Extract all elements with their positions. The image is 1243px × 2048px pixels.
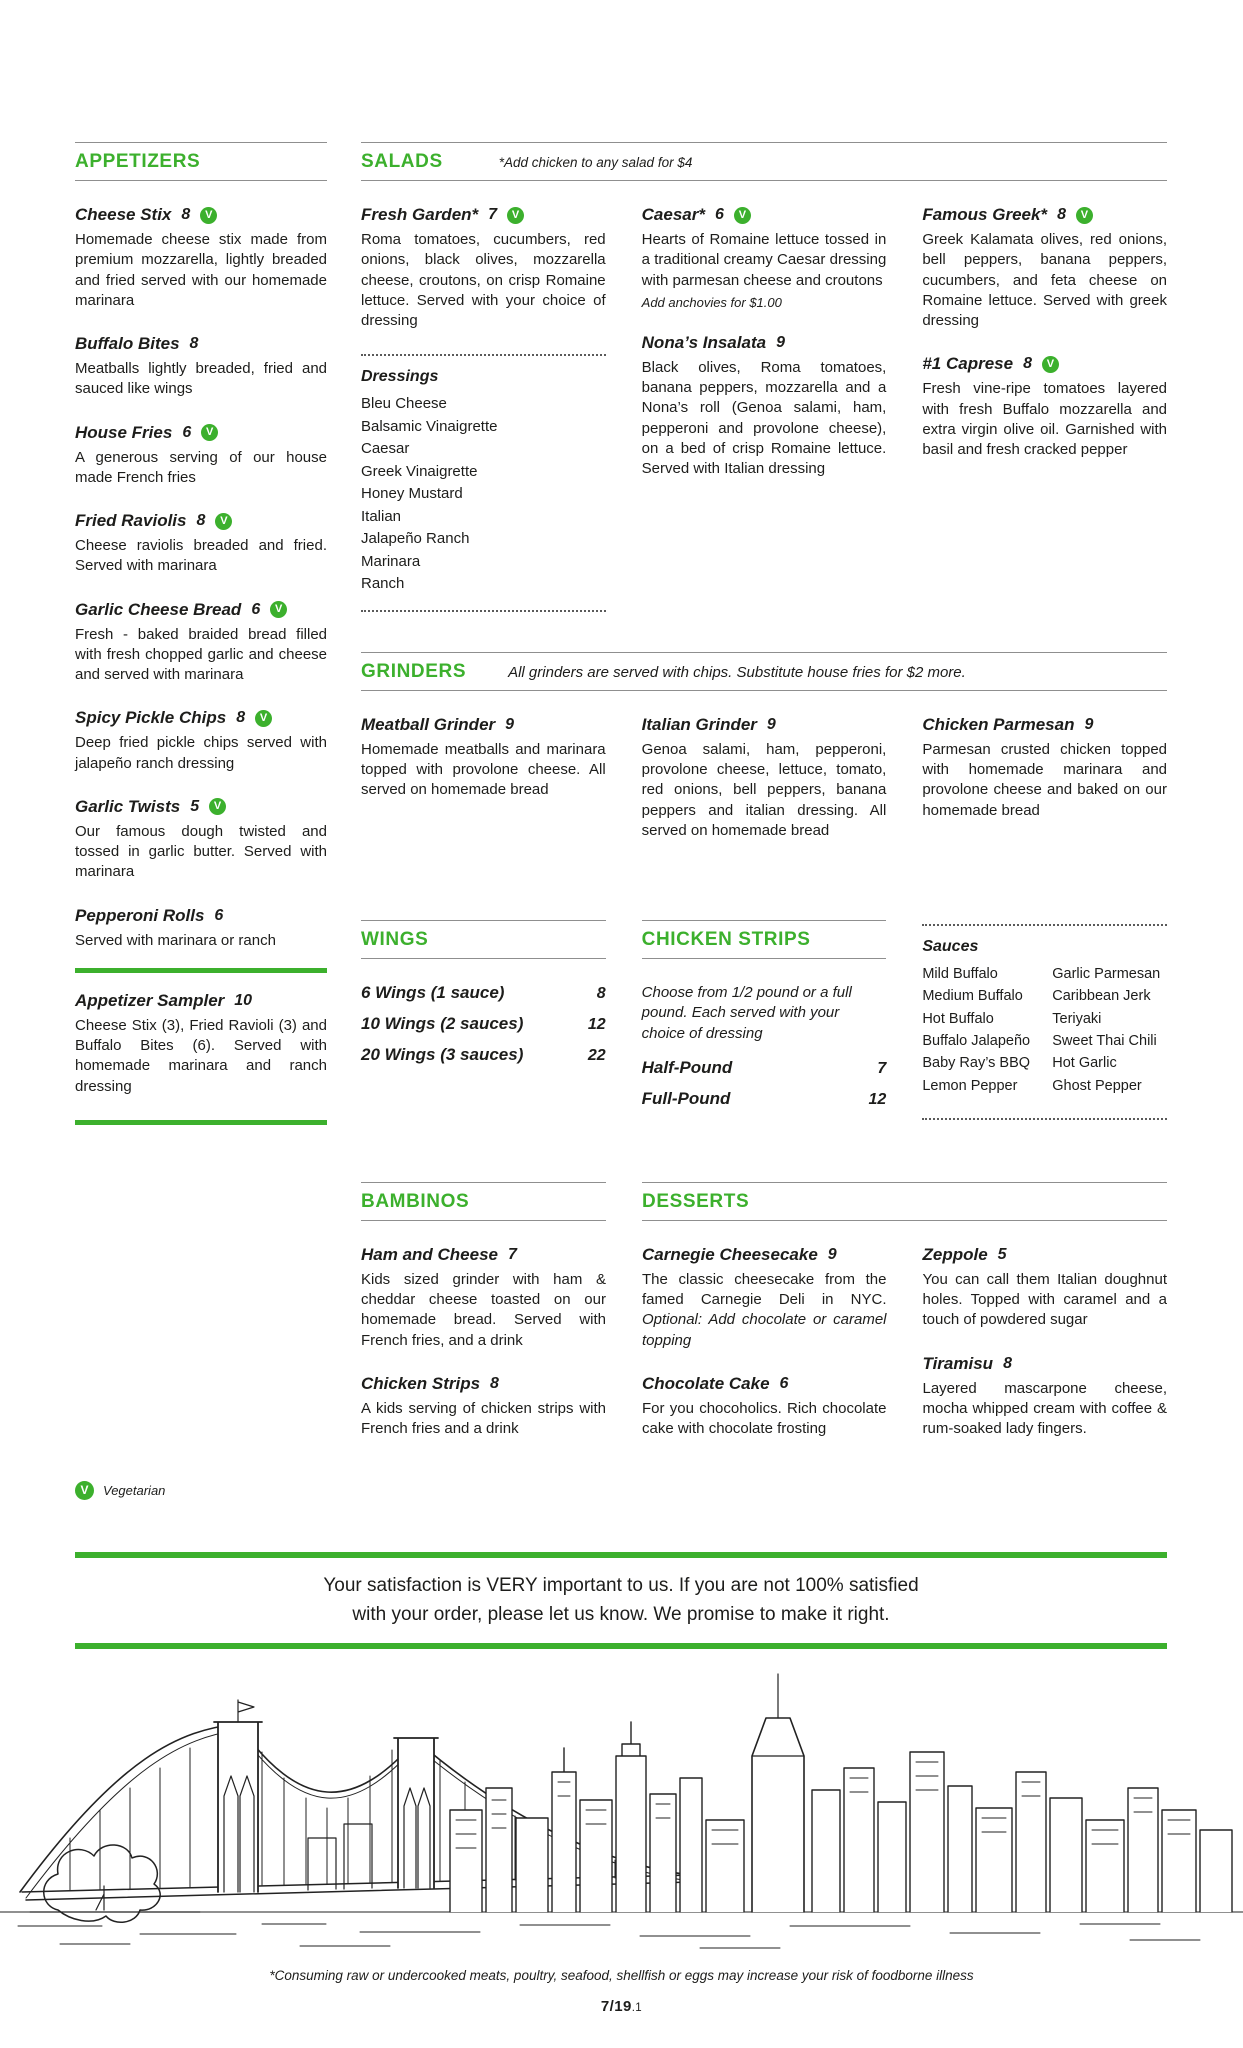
dressing-option: Italian — [361, 507, 402, 525]
item-description: Roma tomatoes, cucumbers, red onions, black olives, mozzarella cheese, croutons, on crisp Romaine lettuce. Served with your choice of dressing — [361, 231, 606, 329]
desserts-section — [642, 1182, 1167, 1463]
item-header — [922, 715, 1167, 735]
item-price: 9 — [1084, 715, 1094, 733]
item-name: House Fries — [75, 422, 173, 442]
item-name: Zeppole — [922, 1244, 988, 1264]
wings-header — [361, 920, 606, 959]
dressing-option: Caesar — [361, 440, 410, 458]
page-number-main: 7/19 — [600, 1998, 632, 2015]
item-name: Garlic Twists — [75, 796, 181, 816]
item-description: The classic cheesecake from the famed Carnegie Deli in NYC. Optional: Add chocolate or caramel topping — [642, 1270, 887, 1349]
menu-item — [75, 511, 327, 577]
appetizers-header — [75, 142, 327, 181]
item-description: Cheese raviolis breaded and fried. Served with marinara — [75, 537, 327, 575]
item-name: Ham and Cheese — [361, 1244, 498, 1264]
menu-item — [642, 333, 887, 480]
dressings-title: Dressings — [361, 368, 439, 386]
menu-item — [922, 715, 1167, 841]
item-description: Meatballs lightly breaded, fried and sauced like wings — [75, 360, 327, 398]
item-description: Fresh - baked braided bread filled with fresh chopped garlic and cheese and served with marinara — [75, 625, 327, 683]
item-price: 7 — [877, 1059, 887, 1077]
item-price: 10 — [234, 991, 253, 1009]
menu-item — [75, 991, 327, 1097]
item-header — [642, 333, 887, 353]
dressing-option: Marinara — [361, 552, 421, 570]
item-name: Fried Raviolis — [75, 511, 187, 530]
vegetarian-legend-label: Vegetarian — [103, 1482, 166, 1498]
menu-item — [361, 1014, 606, 1034]
item-name: Chocolate Cake — [642, 1373, 770, 1393]
item-description: Greek Kalamata olives, red onions, bell peppers, banana peppers, cucumbers, and feta cheese on Romaine lettuce. Served with greek dressing — [922, 231, 1167, 329]
menu-item — [361, 983, 606, 1003]
item-price: 8 — [1057, 206, 1066, 223]
menu-item — [75, 600, 327, 686]
vegetarian-icon: V — [1042, 356, 1059, 373]
item-price: 6 — [714, 206, 724, 223]
sauce-option: Lemon Pepper — [922, 1077, 1018, 1094]
wings-section — [361, 920, 606, 1120]
item-description: You can call them Italian doughnut holes. Topped with caramel and a touch of powdered sugar — [922, 1270, 1167, 1329]
item-name: 10 Wings (2 sauces) — [361, 1014, 524, 1033]
grinders-header — [361, 652, 1167, 691]
sauce-option: Sweet Thai Chili — [1052, 1032, 1157, 1049]
sauce-option: Buffalo Jalapeño — [922, 1032, 1031, 1049]
item-price: 9 — [505, 715, 515, 733]
menu-item — [75, 797, 327, 883]
item-header — [75, 991, 327, 1011]
item-price: 6 — [182, 423, 192, 441]
menu-item — [361, 1245, 606, 1351]
sauce-option: Mild Buffalo — [922, 966, 998, 982]
item-header — [922, 205, 1167, 225]
sauce-option: Caribbean Jerk — [1052, 988, 1151, 1005]
item-header — [361, 205, 606, 225]
menu-item — [361, 205, 606, 331]
item-price: 8 — [596, 985, 606, 1002]
bambinos-header — [361, 1182, 606, 1221]
item-description: Kids sized grinder with ham & cheddar cheese toasted on our homemade bread. Served with French fries, and a drink — [361, 1270, 606, 1349]
wings-row — [361, 920, 1167, 1120]
grinders-grid — [361, 715, 1167, 864]
desserts-col-2 — [923, 1245, 1168, 1463]
menu-item — [923, 1354, 1168, 1440]
item-name: 20 Wings (3 sauces) — [361, 1045, 524, 1064]
item-name: Cheese Stix — [75, 205, 172, 224]
item-header — [642, 715, 887, 735]
item-name: Appetizer Sampler — [75, 990, 225, 1010]
item-price: 8 — [181, 206, 191, 223]
item-description-italic: Optional: Add chocolate or caramel topping — [642, 1311, 887, 1349]
item-price: 5 — [997, 1245, 1007, 1263]
item-price: 8 — [189, 335, 199, 352]
salads-grid — [361, 205, 1167, 612]
dressings-list — [361, 354, 606, 612]
item-description: Fresh vine-ripe tomatoes layered with fresh Buffalo mozzarella and extra virgin olive oil. Garnished with basil and fresh cracked pepper — [922, 380, 1167, 458]
sauce-option: Hot Garlic — [1052, 1055, 1117, 1072]
sauces-grid — [922, 963, 1167, 1097]
desserts-grid — [642, 1245, 1167, 1463]
vegetarian-icon: V — [200, 207, 217, 224]
appetizers-title: APPETIZERS — [75, 151, 201, 172]
item-header — [75, 906, 327, 926]
item-header — [75, 797, 327, 817]
menu-item — [923, 1245, 1168, 1331]
item-header — [75, 600, 327, 620]
item-name: Garlic Cheese Bread — [75, 599, 242, 619]
item-name: Nona’s Insalata — [641, 332, 767, 352]
green-divider — [75, 1120, 327, 1125]
item-subnote: Add anchovies for $1.00 — [641, 294, 782, 310]
menu-item — [75, 334, 327, 400]
item-description: Genoa salami, ham, pepperoni, provolone cheese, lettuce, tomato, red onions, bell peppers, banana peppers and italian dressing. All served on homemade bread — [641, 740, 887, 839]
sauce-option: Ghost Pepper — [1052, 1077, 1142, 1094]
menu-item — [642, 1245, 887, 1351]
menu-item — [642, 1089, 887, 1109]
item-price: 8 — [1003, 1354, 1012, 1372]
item-description: Layered mascarpone cheese, mocha whipped cream with coffee & rum-soaked lady fingers. — [922, 1379, 1167, 1437]
salads-col-2 — [642, 205, 887, 612]
page-number-suffix: .1 — [631, 2002, 643, 2014]
vegetarian-icon: V — [209, 798, 226, 815]
grinders-note: All grinders are served with chips. Substitute house fries for $2 more. — [508, 663, 966, 681]
item-header — [642, 205, 887, 225]
item-header — [75, 205, 327, 225]
item-header — [361, 1374, 606, 1394]
menu-item — [642, 715, 887, 841]
menu-item — [922, 354, 1167, 460]
vegetarian-icon: V — [507, 207, 524, 224]
satisfaction-line-2: with your order, please let us know. We promise to make it right. — [352, 1604, 890, 1626]
dressing-option: Greek Vinaigrette — [361, 462, 478, 480]
item-name: Chicken Parmesan — [922, 714, 1075, 734]
item-header — [361, 1245, 606, 1265]
grinders-section — [361, 652, 1167, 864]
item-name: Chicken Strips — [361, 1373, 481, 1393]
menu-item — [361, 1045, 606, 1065]
disclaimer: *Consuming raw or undercooked meats, poultry, seafood, shellfish or eggs may increase your risk of foodborne illness — [269, 1968, 974, 1983]
item-header — [75, 511, 327, 531]
item-name: #1 Caprese — [922, 354, 1014, 374]
salads-note: *Add chicken to any salad for $4 — [498, 155, 693, 170]
salads-col-1 — [361, 205, 606, 612]
item-name: 6 Wings (1 sauce) — [361, 983, 505, 1002]
item-name: Tiramisu — [922, 1353, 994, 1373]
item-name: Spicy Pickle Chips — [75, 708, 227, 728]
menu-item — [75, 205, 327, 311]
item-name: Caesar* — [641, 205, 705, 224]
chicken-strips-section — [642, 920, 887, 1120]
item-description: Homemade meatballs and marinara topped with provolone cheese. All served on homemade bread — [361, 740, 606, 799]
green-divider — [75, 968, 327, 973]
chicken-strips-note: Choose from 1/2 pound or a full pound. Each served with your choice of dressing — [641, 984, 852, 1042]
appetizers-section — [75, 142, 327, 1500]
item-header — [75, 334, 327, 354]
item-name: Buffalo Bites — [75, 334, 180, 353]
sauces-box — [922, 924, 1167, 1120]
item-description: Hearts of Romaine lettuce tossed in a traditional creamy Caesar dressing with parmesan cheese and croutons — [641, 231, 887, 289]
salads-section — [361, 142, 1167, 612]
salads-header — [361, 142, 1167, 181]
item-price: 9 — [827, 1245, 837, 1263]
vegetarian-icon: V — [734, 207, 751, 224]
menu-item — [642, 205, 887, 310]
item-description: Cheese Stix (3), Fried Ravioli (3) and Buffalo Bites (6). Served with homemade marinara and ranch dressing — [75, 1016, 327, 1095]
item-price: 6 — [251, 600, 261, 618]
item-price: 7 — [508, 1245, 517, 1263]
menu-item — [642, 1058, 887, 1078]
menu-body — [75, 142, 1167, 1500]
sauce-option: Medium Buffalo — [922, 988, 1023, 1005]
item-description: A kids serving of chicken strips with French fries and a drink — [361, 1399, 606, 1437]
dressing-option: Jalapeño Ranch — [361, 530, 470, 548]
item-description: For you chocoholics. Rich chocolate cake with chocolate frosting — [642, 1399, 887, 1437]
vegetarian-legend — [75, 1481, 327, 1500]
item-name: Fresh Garden* — [361, 205, 479, 224]
satisfaction-line-1: Your satisfaction is VERY important to us. If you are not 100% satisfied — [323, 1575, 919, 1596]
page-number — [0, 1998, 1243, 2015]
bambinos-title: BAMBINOS — [361, 1190, 470, 1212]
menu-item — [361, 1374, 606, 1440]
dressing-option: Honey Mustard — [361, 485, 463, 503]
item-description: Black olives, Roma tomatoes, banana peppers, mozzarella and a Nona’s roll (Genoa salami, ham, pepperoni and provolone cheese), on a bed of crisp Romaine lettuce. Served with Italian dressing — [641, 358, 887, 477]
item-header — [922, 354, 1167, 374]
item-header — [642, 1374, 887, 1394]
dressing-option: Bleu Cheese — [361, 395, 447, 413]
item-header — [361, 715, 606, 735]
item-header — [923, 1354, 1168, 1374]
chicken-strips-header — [642, 920, 887, 959]
item-price: 9 — [776, 333, 785, 351]
item-name: Carnegie Cheesecake — [642, 1244, 818, 1264]
item-description: Deep fried pickle chips served with jalapeño ranch dressing — [75, 734, 327, 772]
item-price: 8 — [490, 1374, 499, 1392]
item-name: Half-Pound — [641, 1057, 733, 1077]
item-name: Full-Pound — [641, 1088, 731, 1108]
salads-title: SALADS — [361, 151, 443, 172]
item-price: 8 — [236, 709, 246, 727]
menu-item — [75, 423, 327, 489]
salads-col-3 — [922, 205, 1167, 612]
item-price: 5 — [190, 797, 200, 815]
wings-title: WINGS — [361, 929, 429, 950]
brooklyn-bridge-skyline-illustration — [0, 1660, 1243, 1960]
vegetarian-icon: V — [201, 424, 218, 441]
item-price: 9 — [766, 715, 776, 733]
item-price: 8 — [196, 512, 206, 529]
sauce-option: Teriyaki — [1052, 1010, 1102, 1027]
main-column — [361, 142, 1167, 1500]
vegetarian-icon: V — [270, 601, 287, 618]
item-price: 7 — [488, 206, 498, 223]
desserts-header — [642, 1182, 1167, 1221]
vegetarian-icon: V — [215, 513, 232, 530]
vegetarian-icon: V — [255, 710, 272, 727]
bottom-row — [361, 1182, 1167, 1463]
item-description: Our famous dough twisted and tossed in garlic butter. Served with marinara — [75, 822, 327, 881]
item-price: 6 — [214, 906, 224, 924]
desserts-col-1 — [642, 1245, 887, 1463]
dressing-option: Balsamic Vinaigrette — [361, 417, 498, 435]
desserts-title: DESSERTS — [642, 1190, 750, 1212]
item-header — [642, 1245, 887, 1265]
menu-item — [361, 715, 606, 841]
sauce-option: Baby Ray’s BBQ — [922, 1055, 1031, 1072]
item-price: 6 — [779, 1374, 789, 1392]
item-price: 12 — [868, 1090, 887, 1108]
grinders-title: GRINDERS — [361, 660, 467, 682]
chicken-strips-title: CHICKEN STRIPS — [641, 929, 811, 950]
item-header — [75, 708, 327, 728]
item-price: 8 — [1023, 355, 1032, 373]
item-description: Parmesan crusted chicken topped with homemade marinara and provolone cheese and baked on our homemade bread — [922, 740, 1167, 819]
item-name: Meatball Grinder — [361, 714, 496, 734]
dressing-option: Ranch — [361, 575, 405, 593]
item-name: Italian Grinder — [641, 714, 757, 734]
menu-item — [922, 205, 1167, 331]
menu-item — [642, 1374, 887, 1440]
satisfaction-banner — [75, 1552, 1167, 1649]
vegetarian-icon: V — [75, 1481, 94, 1500]
item-description: Served with marinara or ranch — [75, 931, 276, 949]
item-description: A generous serving of our house made French fries — [75, 448, 327, 486]
menu-item — [75, 906, 327, 951]
item-description: Homemade cheese stix made from premium mozzarella, lightly breaded and fried served with our homemade marinara — [75, 231, 327, 309]
item-name: Famous Greek* — [922, 205, 1048, 224]
sauce-option: Garlic Parmesan — [1052, 966, 1161, 982]
item-price: 22 — [587, 1047, 606, 1064]
bambinos-section — [361, 1182, 606, 1463]
sauces-title: Sauces — [922, 938, 979, 955]
sauce-option: Hot Buffalo — [922, 1010, 994, 1027]
item-name: Pepperoni Rolls — [75, 905, 205, 925]
menu-item — [75, 708, 327, 774]
item-header — [923, 1245, 1168, 1265]
item-header — [75, 423, 327, 443]
item-price: 12 — [587, 1016, 606, 1033]
vegetarian-icon: V — [1076, 207, 1093, 224]
